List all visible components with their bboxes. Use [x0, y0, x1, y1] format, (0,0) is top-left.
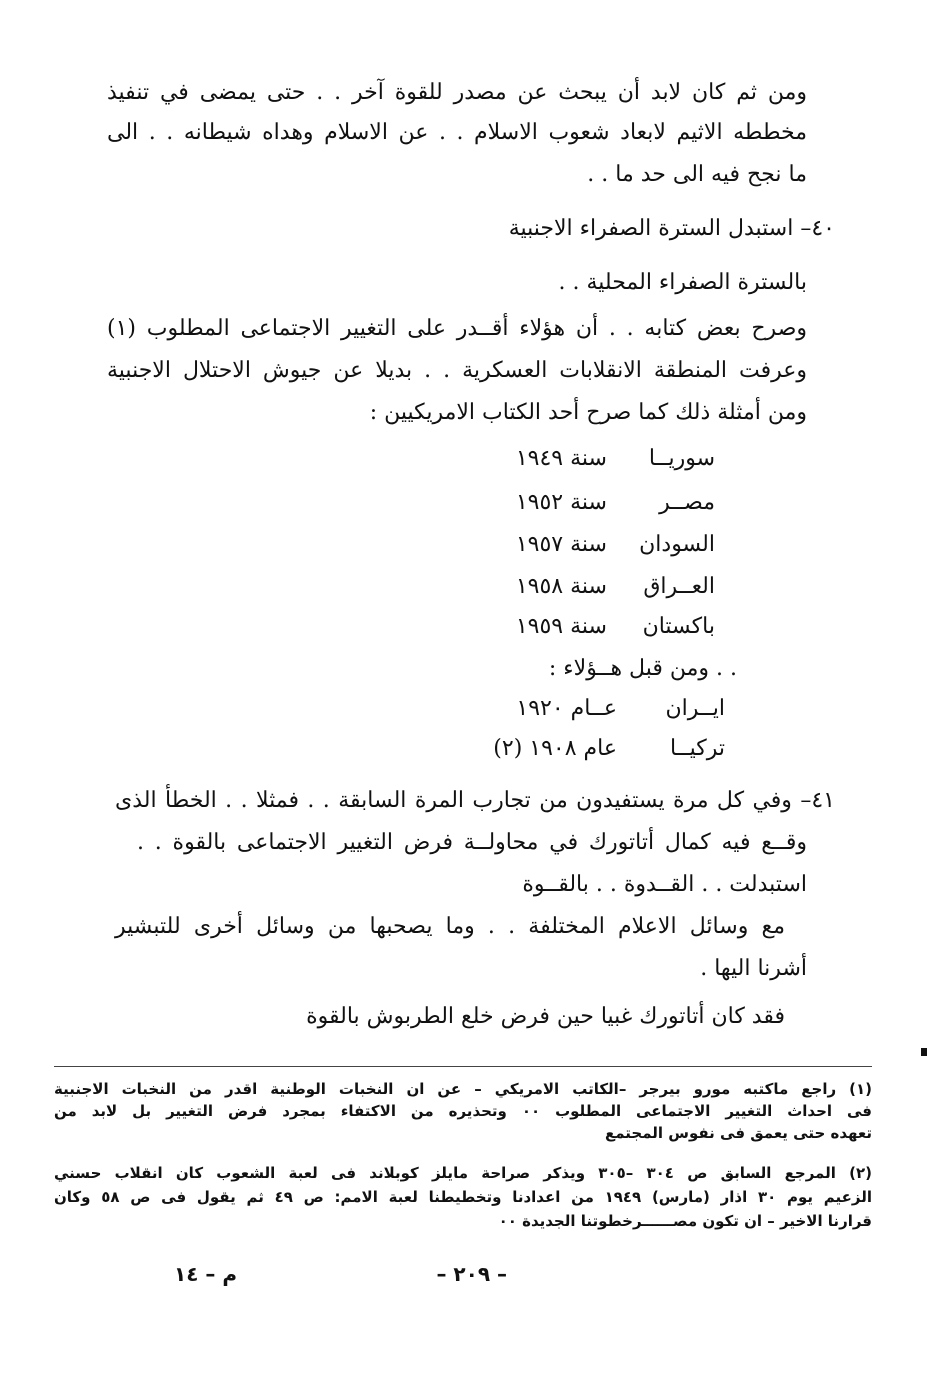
- country-year: سنة ١٩٥٩: [515, 614, 607, 639]
- footnote-1-line-1: (١) راجع ماكتبه مورو بيرجر –الكاتب الامريكي – عن ان النخبات الوطنية اقدر من النخبات الاجنبية: [54, 1080, 872, 1098]
- paragraph-1-line-3: ما نجح فيه الى حد ما . .: [587, 162, 807, 187]
- item-40-heading: ٤٠– استبدل السترة الصفراء الاجنبية: [508, 216, 835, 241]
- paragraph-1-line-1: ومن ثم كان لابد أن يبحث عن مصدر للقوة آخر . . حتى يمضى في تنفيذ: [107, 80, 807, 105]
- paragraph-2-line-2: وعرفت المنطقة الانقلابات العسكرية . . بديلا عن جيوش الاحتلال الاجنبية: [107, 358, 807, 383]
- country-name: العــراق: [643, 574, 715, 599]
- paragraph-1-line-2: مخططه الاثيم لابعاد شعوب الاسلام . . عن الاسلام وهداه شيطانه . . الى: [107, 120, 807, 145]
- country-year: عــام ١٩٢٠: [516, 696, 617, 721]
- country-year: عام ١٩٠٨ (٢): [493, 736, 617, 761]
- paragraph-2-line-3: ومن أمثلة ذلك كما صرح أحد الكتاب الامريكيين :: [369, 400, 807, 425]
- before-these-label: . . ومن قبل هــؤلاء :: [548, 656, 737, 681]
- margin-mark: [921, 1048, 927, 1056]
- country-name: تركيــا: [670, 736, 725, 761]
- item-41-heading: ٤١– وفي كل مرة يستفيدون من تجارب المرة السابقة . . فمثلا . . الخطأ الذى: [115, 788, 835, 813]
- signature-mark: م – ١٤: [173, 1262, 237, 1286]
- paragraph-2-line-1: وصرح بعض كتابه . . أن هؤلاء أقــدر على التغيير الاجتماعى المطلوب (١): [107, 316, 807, 341]
- item-40-continuation: بالسترة الصفراء المحلية . .: [558, 270, 807, 295]
- country-name: ايــران: [665, 696, 725, 721]
- country-year: سنة ١٩٥٧: [515, 532, 607, 557]
- country-name: مصــر: [659, 490, 715, 515]
- paragraph-4: فقد كان أتاتورك غبيا حين فرض خلع الطربوش بالقوة: [306, 1004, 785, 1029]
- footnote-2-line-3: قرارنا الاخير – ان تكون مصــــــرخطوتنا الجديدة ٠٠: [498, 1212, 872, 1230]
- item-41-line-2: وقــع فيه كمال أتاتورك في محاولــة فرض التغيير الاجتماعى بالقوة . .: [137, 830, 807, 855]
- country-year: سنة ١٩٤٩: [515, 446, 607, 471]
- footnote-divider: [54, 1066, 872, 1067]
- country-name: سوريــا: [648, 446, 715, 471]
- paragraph-3-line-2: أشرنا اليها .: [700, 956, 807, 981]
- item-41-line-3: استبدلت . . القــدوة . . بالقــوة: [522, 872, 807, 897]
- paragraph-3-line-1: مع وسائل الاعلام المختلفة . . وما يصحبها من وسائل أخرى للتبشير: [115, 914, 785, 939]
- country-name: السودان: [639, 532, 715, 557]
- footnote-1-line-3: تعهده حتى يعمق فى نفوس المجتمع: [604, 1124, 872, 1142]
- country-name: باكستان: [642, 614, 715, 639]
- country-year: سنة ١٩٥٢: [515, 490, 607, 515]
- footnote-2-line-2: الزعيم يوم ٣٠ اذار (مارس) ١٩٤٩ من اعدادنا وتخطيطنا لعبة الامم: ص ٤٩ ثم يقول فى ص ٥٨ وكان: [54, 1188, 872, 1206]
- footnote-2-line-1: (٢) المرجع السابق ص ٣٠٤ –٣٠٥ ويذكر صراحة مايلز كوبلاند فى لعبة الشعوب كان انقلاب حسني: [54, 1164, 872, 1182]
- country-year: سنة ١٩٥٨: [515, 574, 607, 599]
- page-number: – ٢٠٩ –: [436, 1262, 507, 1286]
- footnote-1-line-2: فى احداث التغيير الاجتماعى المطلوب ٠٠ وتحذيره من الاكتفاء بمجرد فرض التغيير بل لابد من: [54, 1102, 872, 1120]
